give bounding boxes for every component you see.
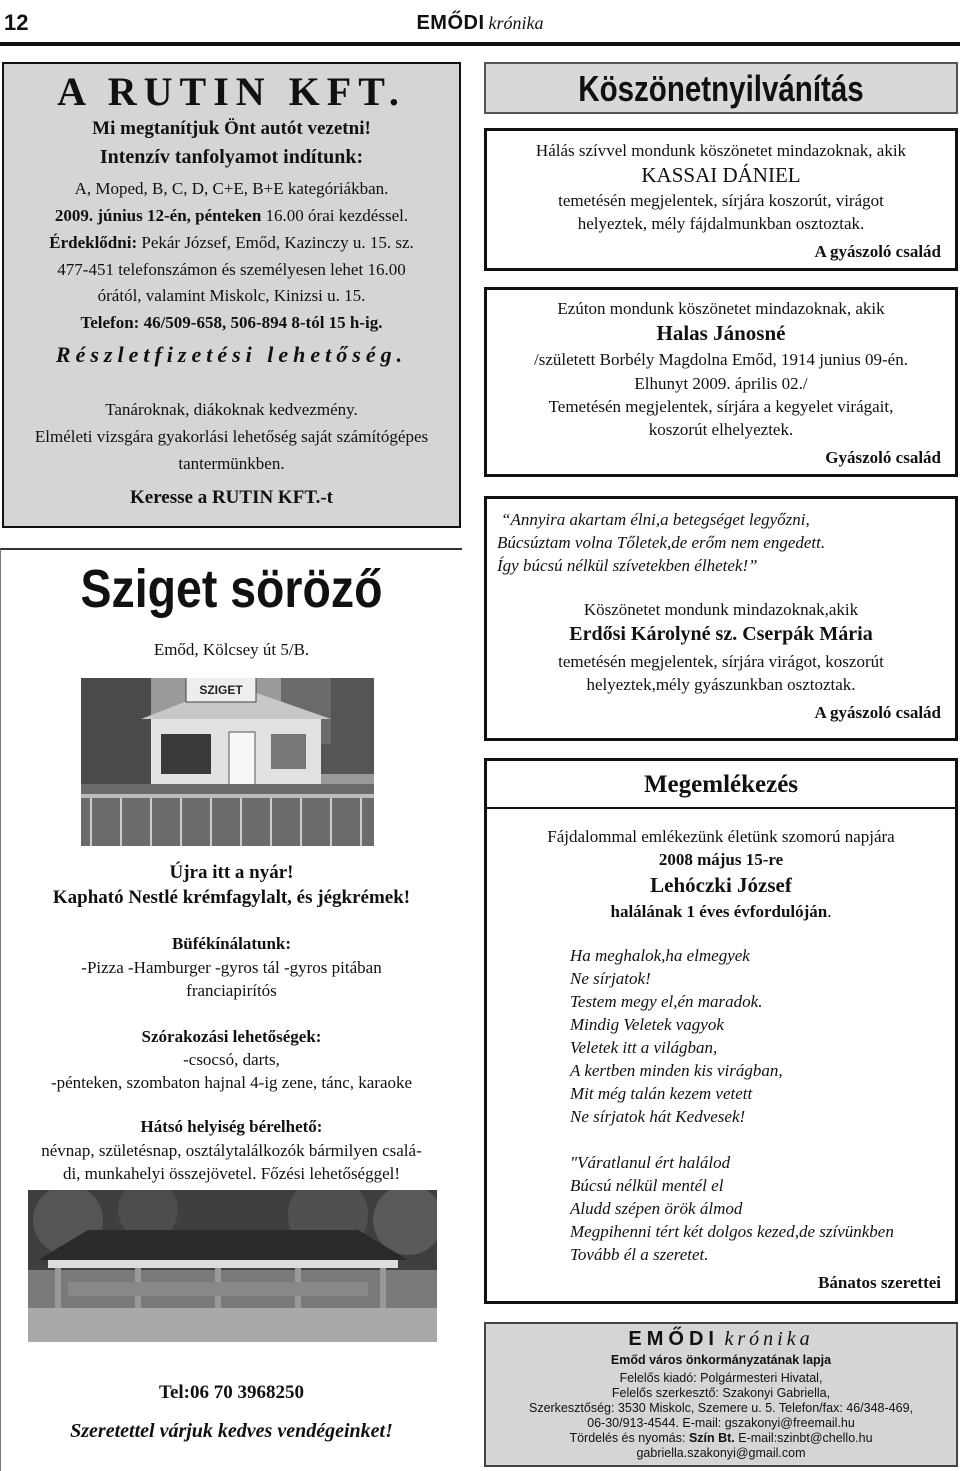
rutin-line: Mi megtanítjuk Önt autót vezetni! [92,118,371,139]
newspaper-header [0,12,960,35]
poem-line: Megpihenni tért két dolgos kezed,de szívünkben [570,1222,894,1241]
rutin-ad [2,62,461,528]
thanks-line: /született Borbély Magdolna Emőd, 1914 junius 09-én. [534,350,908,369]
memorial-title: Megemlékezés [643,771,799,798]
deceased-name: KASSAI DÁNIEL [641,163,801,187]
memorial-line [487,902,955,922]
rutin-time: 16.00 órai kezdéssel. [261,206,409,225]
impressum-line: Emőd város önkormányzatának lapja [610,1353,832,1367]
rutin-line: Tanároknak, diákoknak kedvezmény. [105,400,358,419]
thanks-box-kassai [484,128,958,271]
memorial-date: 2008 május 15-re [658,850,784,869]
rutin-line: 477-451 telefonszámon és személyesen lehet 16.00 [57,260,406,279]
impressum-line: Szerkesztőség: 3530 Miskolc, Szemere u. 5. Telefon/fax: 46/348-469, [528,1401,913,1415]
sziget-welcome: Szeretettel várjuk kedves vendégeinket! [70,1420,393,1442]
thanks-signature: A gyászoló család [814,703,941,722]
thanks-signature: Gyászoló család [825,448,941,467]
poem-line: Veletek itt a világban, [570,1038,718,1057]
sziget-line: franciapirítós [186,981,277,1000]
sziget-phone: Tel:06 70 3968250 [159,1382,304,1403]
poem-line: Ha meghalok,ha elmegyek [570,946,750,965]
impressum-printer: Szín Bt. [688,1431,735,1445]
pub-sign-text: SZIGET [199,683,243,697]
rutin-line: tantermünkben. [178,454,285,473]
poem-line: Ne sírjatok! [570,969,651,988]
thanks-line: Elhunyt 2009. április 02./ [634,374,808,393]
thanks-box-erdosi [484,496,958,741]
poem-line: Mit még talán kezem vetett [570,1084,753,1103]
poem-line: Ne sírjatok hát Kedvesek! [570,1107,746,1126]
sziget-address: Emőd, Kölcsey út 5/B. [153,640,310,659]
impressum-line: gabriella.szakonyi@gmail.com [636,1446,806,1460]
impressum-print-label: Tördelés és nyomás: [569,1431,689,1445]
sziget-line: Kapható Nestlé krémfagylalt, és jégkrémek! [52,887,411,908]
pub-photo-drawing [81,664,374,846]
impressum-printer-email: E-mail:szinbt@chello.hu [734,1431,873,1445]
sziget-line: -csocsó, darts, [183,1050,280,1069]
thanks-line: Hálás szívvel mondunk köszönetet mindazoknak, akik [535,141,907,160]
thanks-line: temetésén megjelentek, sírjára koszorút, virágot [558,191,884,210]
quote-line: Búcsúztam volna Tőletek,de erőm nem engedett. [497,533,826,552]
rutin-title: A RUTIN KFT. [57,69,406,114]
rutin-cta: Keresse a RUTIN KFT.-t [130,487,333,508]
thanks-line: koszorút elhelyeztek. [648,420,794,439]
sziget-ad [0,548,462,1471]
thanks-line: helyeztek, mély fájdalmunkban osztoztak. [577,214,865,233]
impressum-line: 06-30/913-4544. E-mail: gszakonyi@freemail.hu [587,1416,855,1430]
poem-line: Tovább él a szeretet. [570,1245,709,1264]
sziget-line: -Pizza -Hamburger -gyros tál -gyros pitában [81,958,382,977]
impressum-line: Felelős szerkesztő: Szakonyi Gabriella, [611,1386,831,1400]
rutin-line: Elméleti vizsgára gyakorlási lehetőség saját számítógépes [34,427,429,446]
memorial-divider [487,807,955,809]
sziget-menu-heading: Büfékínálatunk: [171,934,292,953]
koszonet-header [484,62,958,114]
rutin-line: Intenzív tanfolyamot indítunk: [99,146,364,168]
sziget-rent-heading: Hátsó helyiség bérelhető: [140,1117,323,1136]
quote-line: Így búcsú nélkül szívetekben élhetek!” [497,556,758,575]
header-brand: EMŐDI [416,12,485,34]
pub-photo [81,664,374,846]
sziget-fun-heading: Szórakozási lehetőségek: [141,1027,322,1046]
memorial-period: . [827,902,832,921]
thanks-line: temetésén megjelentek, sírjára virágot, koszorút [558,652,884,671]
impressum-brand-name: EMŐDI [628,1328,719,1350]
header-brand-sub: krónika [488,13,544,33]
thanks-line: Köszönetet mondunk mindazoknak,akik [583,600,859,619]
impressum-line [486,1431,956,1445]
rutin-line [4,233,459,253]
sziget-line: névnap, születésnap, osztálytalálkozók bármilyen csalá- [41,1141,422,1160]
memorial-anniversary: halálának 1 éves évfordulóján [610,902,828,921]
thanks-signature: A gyászoló család [814,242,941,261]
rutin-contact: Pekár József, Emőd, Kazinczy u. 15. sz. [137,233,414,252]
deceased-name: Halas Jánosné [656,321,786,345]
thanks-line: Ezúton mondunk köszönetet mindazoknak, akik [557,299,885,318]
quote-line: “Annyira akartam élni,a betegséget legyőzni, [501,510,810,529]
thanks-line: Temetésén megjelentek, sírjára a kegyelet virágait, [548,397,894,416]
memorial-box [484,758,958,1304]
rutin-installment: Részletfizetési lehetőség. [55,342,408,367]
impressum [484,1322,958,1467]
page-number: 12 [4,10,29,35]
sziget-line: di, munkahelyi összejövetel. Főzési lehetőséggel! [62,1164,401,1183]
deceased-name: Erdősi Károlyné sz. Cserpák Mária [569,623,873,645]
koszonet-title: Köszönetnyilvánítás [578,68,864,109]
sziget-title: Sziget söröző [80,559,383,619]
rutin-line [4,206,459,226]
header-rule [0,42,960,46]
poem-line: "Váratlanul ért halálod [570,1153,731,1172]
pavilion-photo-drawing [28,1190,437,1342]
memorial-signature: Bánatos szerettei [818,1273,941,1292]
pavilion-photo [28,1190,437,1342]
rutin-line: A, Moped, B, C, D, C+E, B+E kategóriákban. [74,179,389,198]
poem-line: Aludd szépen örök álmod [570,1199,743,1218]
poem-line: Búcsú nélkül mentél el [570,1176,724,1195]
impressum-brand [486,1328,956,1351]
sziget-line: Újra itt a nyár! [169,862,294,883]
poem-line: Mindig Veletek vagyok [570,1015,724,1034]
memorial-line: Fájdalommal emlékezünk életünk szomorú napjára [547,827,895,846]
thanks-line: helyeztek,mély gyászunkban osztoztak. [586,675,856,694]
sziget-line: -pénteken, szombaton hajnal 4-ig zene, tánc, karaoke [50,1073,413,1092]
memorial-name: Lehóczki József [650,873,792,897]
rutin-date: 2009. június 12-én, pénteken [54,206,262,225]
poem-line: A kertben minden kis virágban, [570,1061,783,1080]
thanks-box-halas [484,287,958,477]
impressum-line: Felelős kiadó: Polgármesteri Hivatal, [619,1371,823,1385]
impressum-brand-sub: krónika [724,1328,814,1350]
poem-line: Testem megy el,én maradok. [570,992,763,1011]
rutin-contact-label: Érdeklődni: [49,233,138,252]
rutin-phone: Telefon: 46/509-658, 506-894 8-tól 15 h-ig. [80,313,383,332]
rutin-line: órától, valamint Miskolc, Kinizsi u. 15. [97,286,366,305]
